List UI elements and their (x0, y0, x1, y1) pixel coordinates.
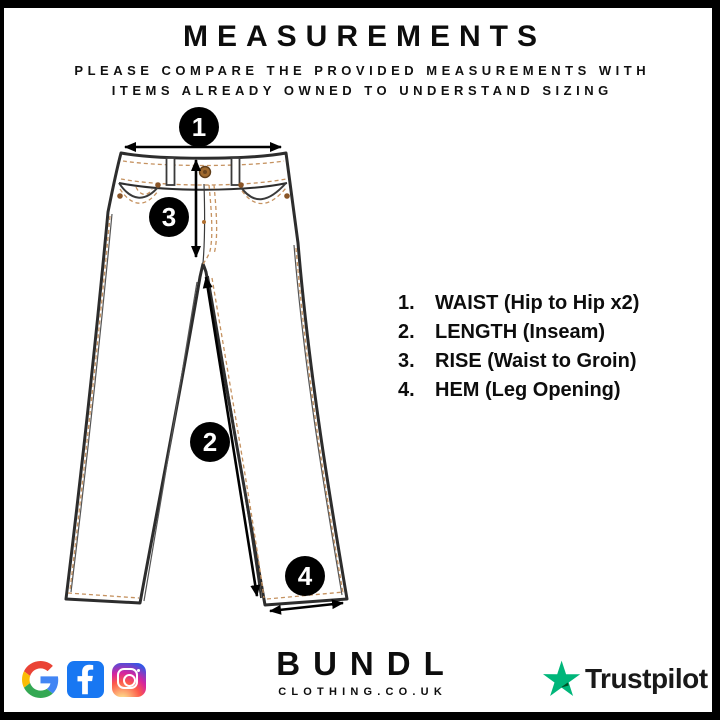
legend-number: 1. (398, 292, 415, 314)
jeans-drawing (66, 153, 347, 605)
marker-4-number: 4 (297, 561, 313, 591)
jeans-button (200, 167, 211, 178)
marker-2-number: 2 (202, 427, 218, 457)
legend-item-waist (398, 289, 639, 318)
facebook-icon[interactable] (67, 661, 104, 698)
instagram-flash-dot (137, 669, 140, 672)
marker-1-waist (179, 107, 219, 147)
social-icons (22, 661, 146, 698)
legend-item-length (398, 318, 639, 347)
legend-label: WAIST (Hip to Hip x2) (435, 292, 640, 314)
brand-domain: CLOTHING.CO.UK (278, 686, 447, 698)
legend-number: 2. (398, 321, 415, 343)
legend-number: 4. (398, 379, 415, 401)
brand-name: BUNDL (276, 645, 457, 682)
subtitle-line-2: ITEMS ALREADY OWNED TO UNDERSTAND SIZING (111, 83, 613, 98)
trustpilot-star-icon (543, 660, 580, 697)
legend-label: HEM (Leg Opening) (435, 379, 621, 401)
marker-1-number: 1 (191, 112, 207, 142)
trustpilot-logo[interactable] (543, 660, 708, 697)
legend-number: 3. (398, 350, 415, 372)
instagram-lens (123, 674, 136, 687)
subtitle-line-1: PLEASE COMPARE THE PROVIDED MEASUREMENTS WITH (74, 63, 651, 78)
marker-2-length (190, 422, 230, 462)
trustpilot-label: Trustpilot (585, 662, 708, 694)
google-icon[interactable] (22, 661, 59, 698)
legend-label: RISE (Waist to Groin) (435, 350, 637, 372)
page-title: MEASUREMENTS (182, 20, 546, 53)
marker-3-rise (149, 197, 189, 237)
brand-logo (240, 645, 480, 698)
instagram-icon[interactable] (112, 663, 146, 697)
legend-item-hem (398, 376, 639, 405)
legend-item-rise (398, 347, 639, 376)
marker-4-hem (285, 556, 325, 596)
legend-label: LENGTH (Inseam) (435, 321, 606, 343)
measurement-legend (398, 289, 639, 405)
marker-3-number: 3 (161, 202, 177, 232)
